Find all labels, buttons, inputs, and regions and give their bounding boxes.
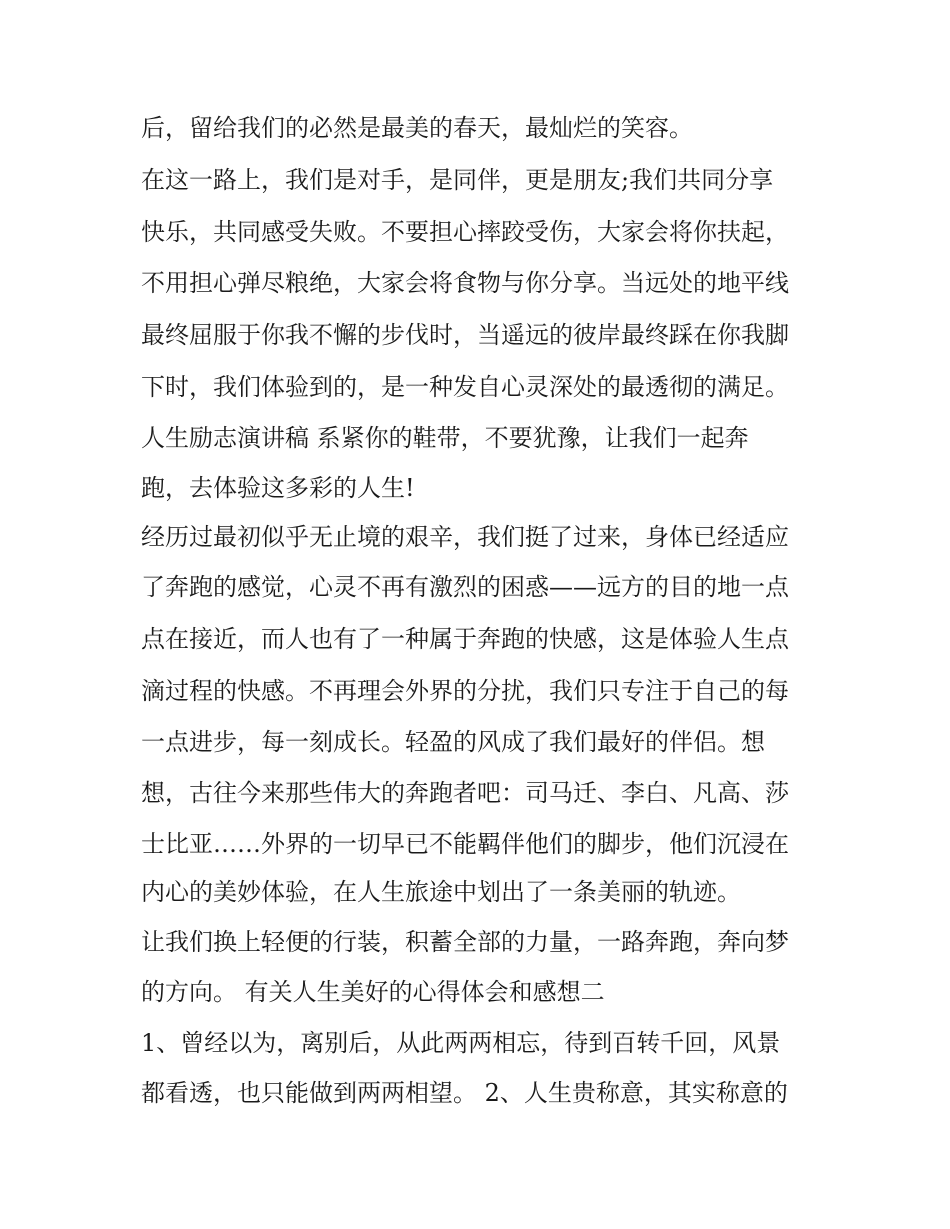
text-line: 最终屈服于你我不懈的步伐时，当遥远的彼岸最终踩在你我脚 xyxy=(141,321,789,349)
text-line: 人生励志演讲稿 系紧你的鞋带，不要犹豫，让我们一起奔 xyxy=(141,424,749,452)
text-line: 跑，去体验这多彩的人生! xyxy=(141,474,415,502)
text-line: 快乐，共同感受失败。不要担心摔跤受伤，大家会将你扶起， xyxy=(141,218,789,246)
text-line: 士比亚……外界的一切早已不能羁伴他们的脚步，他们沉浸在 xyxy=(141,830,789,858)
text-line: 想，古往今来那些伟大的奔跑者吧：司马迁、李白、凡高、莎 xyxy=(141,779,789,807)
text-line: 经历过最初似乎无止境的艰辛，我们挺了过来，身体已经适应 xyxy=(141,523,789,551)
text-line: 了奔跑的感觉，心灵不再有激烈的困惑——远方的目的地一点 xyxy=(141,573,789,601)
text-line: 让我们换上轻便的行装，积蓄全部的力量，一路奔跑，奔向梦 xyxy=(141,928,789,956)
text-line: 下时，我们体验到的，是一种发自心灵深处的最透彻的满足。 xyxy=(141,373,789,401)
text-line: 1、曾经以为，离别后，从此两两相忘，待到百转千回，风景 xyxy=(141,1029,781,1057)
text-line: 后，留给我们的必然是最美的春天，最灿烂的笑容。 xyxy=(141,114,693,142)
text-line: 内心的美妙体验，在人生旅途中划出了一条美丽的轨迹。 xyxy=(141,878,741,906)
text-line: 不用担心弹尽粮绝，大家会将食物与你分享。当远处的地平线 xyxy=(141,269,789,297)
text-line: 的方向。 有关人生美好的心得体会和感想二 xyxy=(141,978,605,1006)
text-line: 在这一路上，我们是对手，是同伴，更是朋友;我们共同分享 xyxy=(141,166,774,194)
text-line: 一点进步，每一刻成长。轻盈的风成了我们最好的伴侣。想 xyxy=(141,728,765,756)
text-line: 滴过程的快感。不再理会外界的分扰，我们只专注于自己的每 xyxy=(141,677,789,705)
text-line: 都看透，也只能做到两两相望。 2、人生贵称意，其实称意的 xyxy=(141,1079,788,1107)
text-line: 点在接近，而人也有了一种属于奔跑的快感，这是体验人生点 xyxy=(141,625,789,653)
